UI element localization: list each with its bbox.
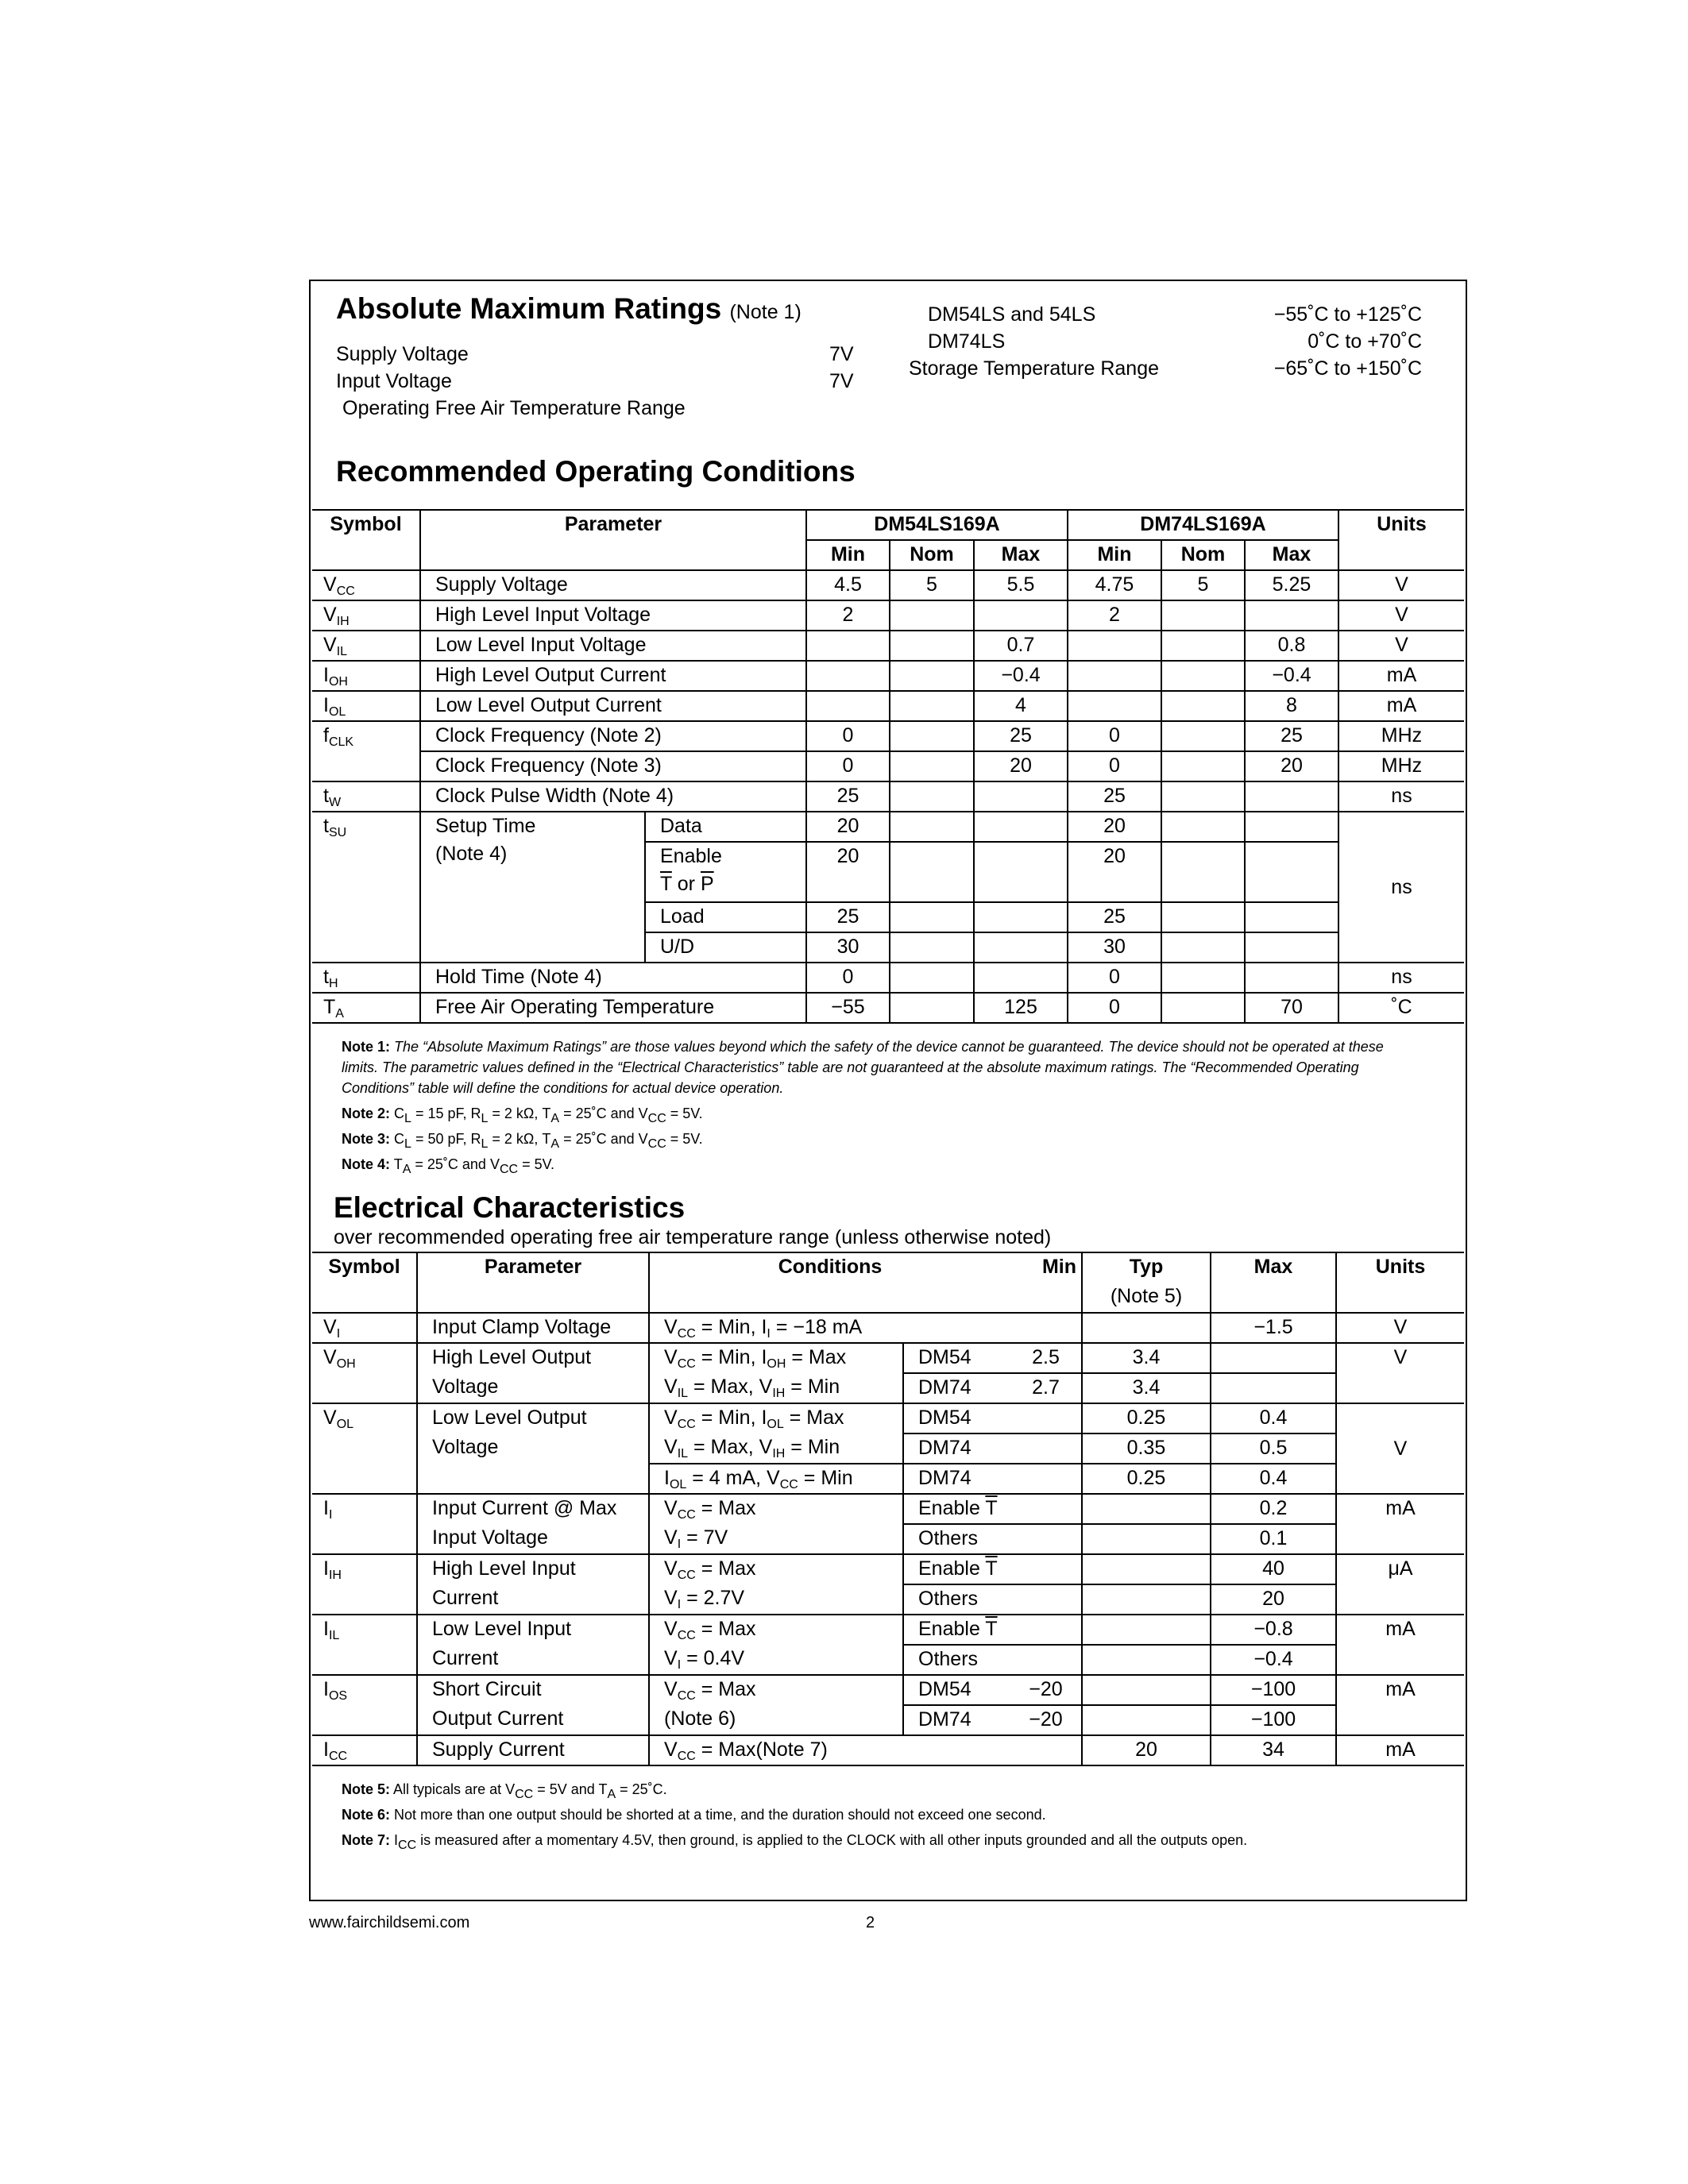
- table-row: $V_{IL}$ Low Level Input Voltage 0.7 0.8 V: [312, 631, 1464, 661]
- ec-header-parameter: Parameter: [417, 1252, 649, 1313]
- roc-header-units: Units: [1338, 510, 1464, 570]
- table-row: Clock Frequency (Note 3) 0 20 0 20 MHz: [312, 751, 1464, 781]
- input-voltage-value: 7V: [829, 370, 854, 392]
- roc-header-dm74: DM74LS169A: [1068, 510, 1338, 540]
- table-row: $V_{CC}$ Supply Voltage 4.5 5 5.5 4.75 5 5.25 V: [312, 570, 1464, 600]
- table-row: $V_{OL}$ Low Level Output Voltage $V_{CC}$ = Min, $I_{OL}$ = Max DM54 0.25 0.4 V: [312, 1403, 1464, 1433]
- dm74-temp-label: DM74LS: [928, 330, 1006, 353]
- table-row: $T_A$ Free Air Operating Temperature −55 125 0 70 ˚C: [312, 993, 1464, 1023]
- table-row: $t_{SU}$ Setup Time (Note 4) Data 20 20 ns: [312, 812, 1464, 842]
- roc-header-parameter: Parameter: [420, 510, 806, 570]
- ec-header-symbol: Symbol: [312, 1252, 417, 1313]
- table-row: $I_{OL}$ Low Level Output Current 4 8 mA: [312, 691, 1464, 721]
- abs-max-title: Absolute Maximum Ratings (Note 1): [336, 292, 802, 325]
- dm54-temp-label: DM54LS and 54LS: [928, 303, 1096, 326]
- ec-header-units: Units: [1336, 1252, 1464, 1313]
- ec-header-min: Min: [1010, 1252, 1082, 1313]
- supply-voltage-label: Supply Voltage: [336, 343, 469, 365]
- op-temp-label: Operating Free Air Temperature Range: [342, 397, 686, 419]
- table-row: $V_{IH}$ High Level Input Voltage 2 2 V: [312, 600, 1464, 631]
- table-row: U/D 30 30: [312, 932, 1464, 963]
- table-row: $V_I = 7V$ Others 0.1: [312, 1524, 1464, 1554]
- roc-header-nom: Nom: [1161, 540, 1245, 570]
- table-row: $I_I$ Input Current @ Max Input Voltage $V_{CC}$ = Max Enable $\overline{T}$ 0.2 mA: [312, 1494, 1464, 1524]
- table-row: $V_{OH}$ High Level Output Voltage $V_{CC}$ = Min, $I_{OH}$ = Max DM54 2.5 3.4 V: [312, 1343, 1464, 1373]
- table-row: $t_H$ Hold Time (Note 4) 0 0 ns: [312, 963, 1464, 993]
- table-row: $V_I$ Input Clamp Voltage $V_{CC}$ = Min, $I_I = -18$ mA −1.5 V: [312, 1313, 1464, 1343]
- ec-header-conditions: Conditions: [649, 1252, 1010, 1313]
- ec-title: Electrical Characteristics: [334, 1191, 686, 1224]
- ec-header-max: Max: [1211, 1252, 1336, 1313]
- ec-header-typ: Typ: [1082, 1252, 1211, 1283]
- table-row: $I_{IH}$ High Level Input Current $V_{CC}$ = Max Enable $\overline{T}$ 40 μA: [312, 1554, 1464, 1584]
- table-row: $V_I = 2.7V$ Others 20: [312, 1584, 1464, 1615]
- ec-table: [312, 1252, 1464, 1766]
- table-row: $V_{IL}$ = Max, $V_{IH}$ = Min DM74 2.7 3.4: [312, 1373, 1464, 1403]
- dm74-temp-value: 0˚C to +70˚C: [1308, 330, 1422, 353]
- roc-header-symbol: Symbol: [312, 510, 420, 570]
- roc-header-max: Max: [974, 540, 1068, 570]
- table-row: $I_{OL} = 4$ mA, $V_{CC}$ = Min DM74 0.25 0.4: [312, 1464, 1464, 1494]
- table-row: $t_W$ Clock Pulse Width (Note 4) 25 25 ns: [312, 781, 1464, 812]
- storage-temp-value: −65˚C to +150˚C: [1273, 357, 1422, 380]
- table-row: $f_{CLK}$ Clock Frequency (Note 2) 0 25 0 25 MHz: [312, 721, 1464, 751]
- table-row: (Note 6) DM74 −20 −100: [312, 1705, 1464, 1735]
- table-row: $V_I = 0.4V$ Others −0.4: [312, 1645, 1464, 1675]
- roc-header-min: Min: [1068, 540, 1161, 570]
- roc-header-nom: Nom: [890, 540, 974, 570]
- roc-notes: Note 1: The “Absolute Maximum Ratings” are those values beyond which the safety of the device cannot be guaranteed. The device should not be operated at these limits. The parametric values defined in the “Electrical Characteristics” table are not guaranteed at the absolute maximum ratings. The “Recommended Operating Conditions” table will define the conditions for actual device operation. Note 2: $C_L = 15$ pF, $R_L = 2$ kΩ, $T_A$ = 25˚C and $V_{CC} = 5V$. Note 3: $C_L = 50$ pF, $R_L = 2$ kΩ, $T_A$ = 25˚C and $V_{CC} = 5V$. Note 4: $T_A$ = 25˚C and $V_{CC} = 5V$.: [342, 1039, 1384, 1176]
- roc-title: Recommended Operating Conditions: [336, 455, 856, 488]
- dm54-temp-value: −55˚C to +125˚C: [1273, 303, 1422, 326]
- input-voltage-label: Input Voltage: [336, 370, 452, 392]
- ec-subtitle: over recommended operating free air temperature range (unless otherwise noted): [334, 1226, 1052, 1248]
- roc-table: [312, 509, 1464, 1024]
- ec-header-typ-note: (Note 5): [1082, 1283, 1211, 1313]
- table-row: $I_{OH}$ High Level Output Current −0.4 −0.4 mA: [312, 661, 1464, 691]
- ec-notes: Note 5: All typicals are at $V_{CC} = 5V$ and $T_A$ = 25˚C. Note 6: Not more than one output should be shorted at a time, and the duration should not exceed one second. Note 7: $I_{CC}$ is measured after a momentary 4.5V, then ground, is applied to the CLOCK with all other inputs grounded and all the outputs open.: [342, 1781, 1248, 1852]
- table-row: $I_{CC}$ Supply Current $V_{CC}$ = Max(Note 7) 20 34 mA: [312, 1735, 1464, 1765]
- page-number: 2: [866, 1914, 875, 1931]
- table-row: Load 25 25: [312, 902, 1464, 932]
- table-row: $I_{OS}$ Short Circuit Output Current $V_{CC}$ = Max DM54 −20 −100 mA: [312, 1675, 1464, 1705]
- footer-url[interactable]: www.fairchildsemi.com: [309, 1914, 470, 1931]
- table-row: Enable $\overline{T}$ or $\overline{P}$ 20 20: [312, 842, 1464, 872]
- roc-header-max: Max: [1245, 540, 1338, 570]
- roc-header-dm54: DM54LS169A: [806, 510, 1068, 540]
- roc-header-min: Min: [806, 540, 890, 570]
- storage-temp-label: Storage Temperature Range: [909, 357, 1160, 380]
- supply-voltage-value: 7V: [829, 343, 854, 365]
- table-row: $V_{IL}$ = Max, $V_{IH}$ = Min DM74 0.35 0.5: [312, 1433, 1464, 1464]
- table-row: $I_{IL}$ Low Level Input Current $V_{CC}$ = Max Enable $\overline{T}$ −0.8 mA: [312, 1615, 1464, 1645]
